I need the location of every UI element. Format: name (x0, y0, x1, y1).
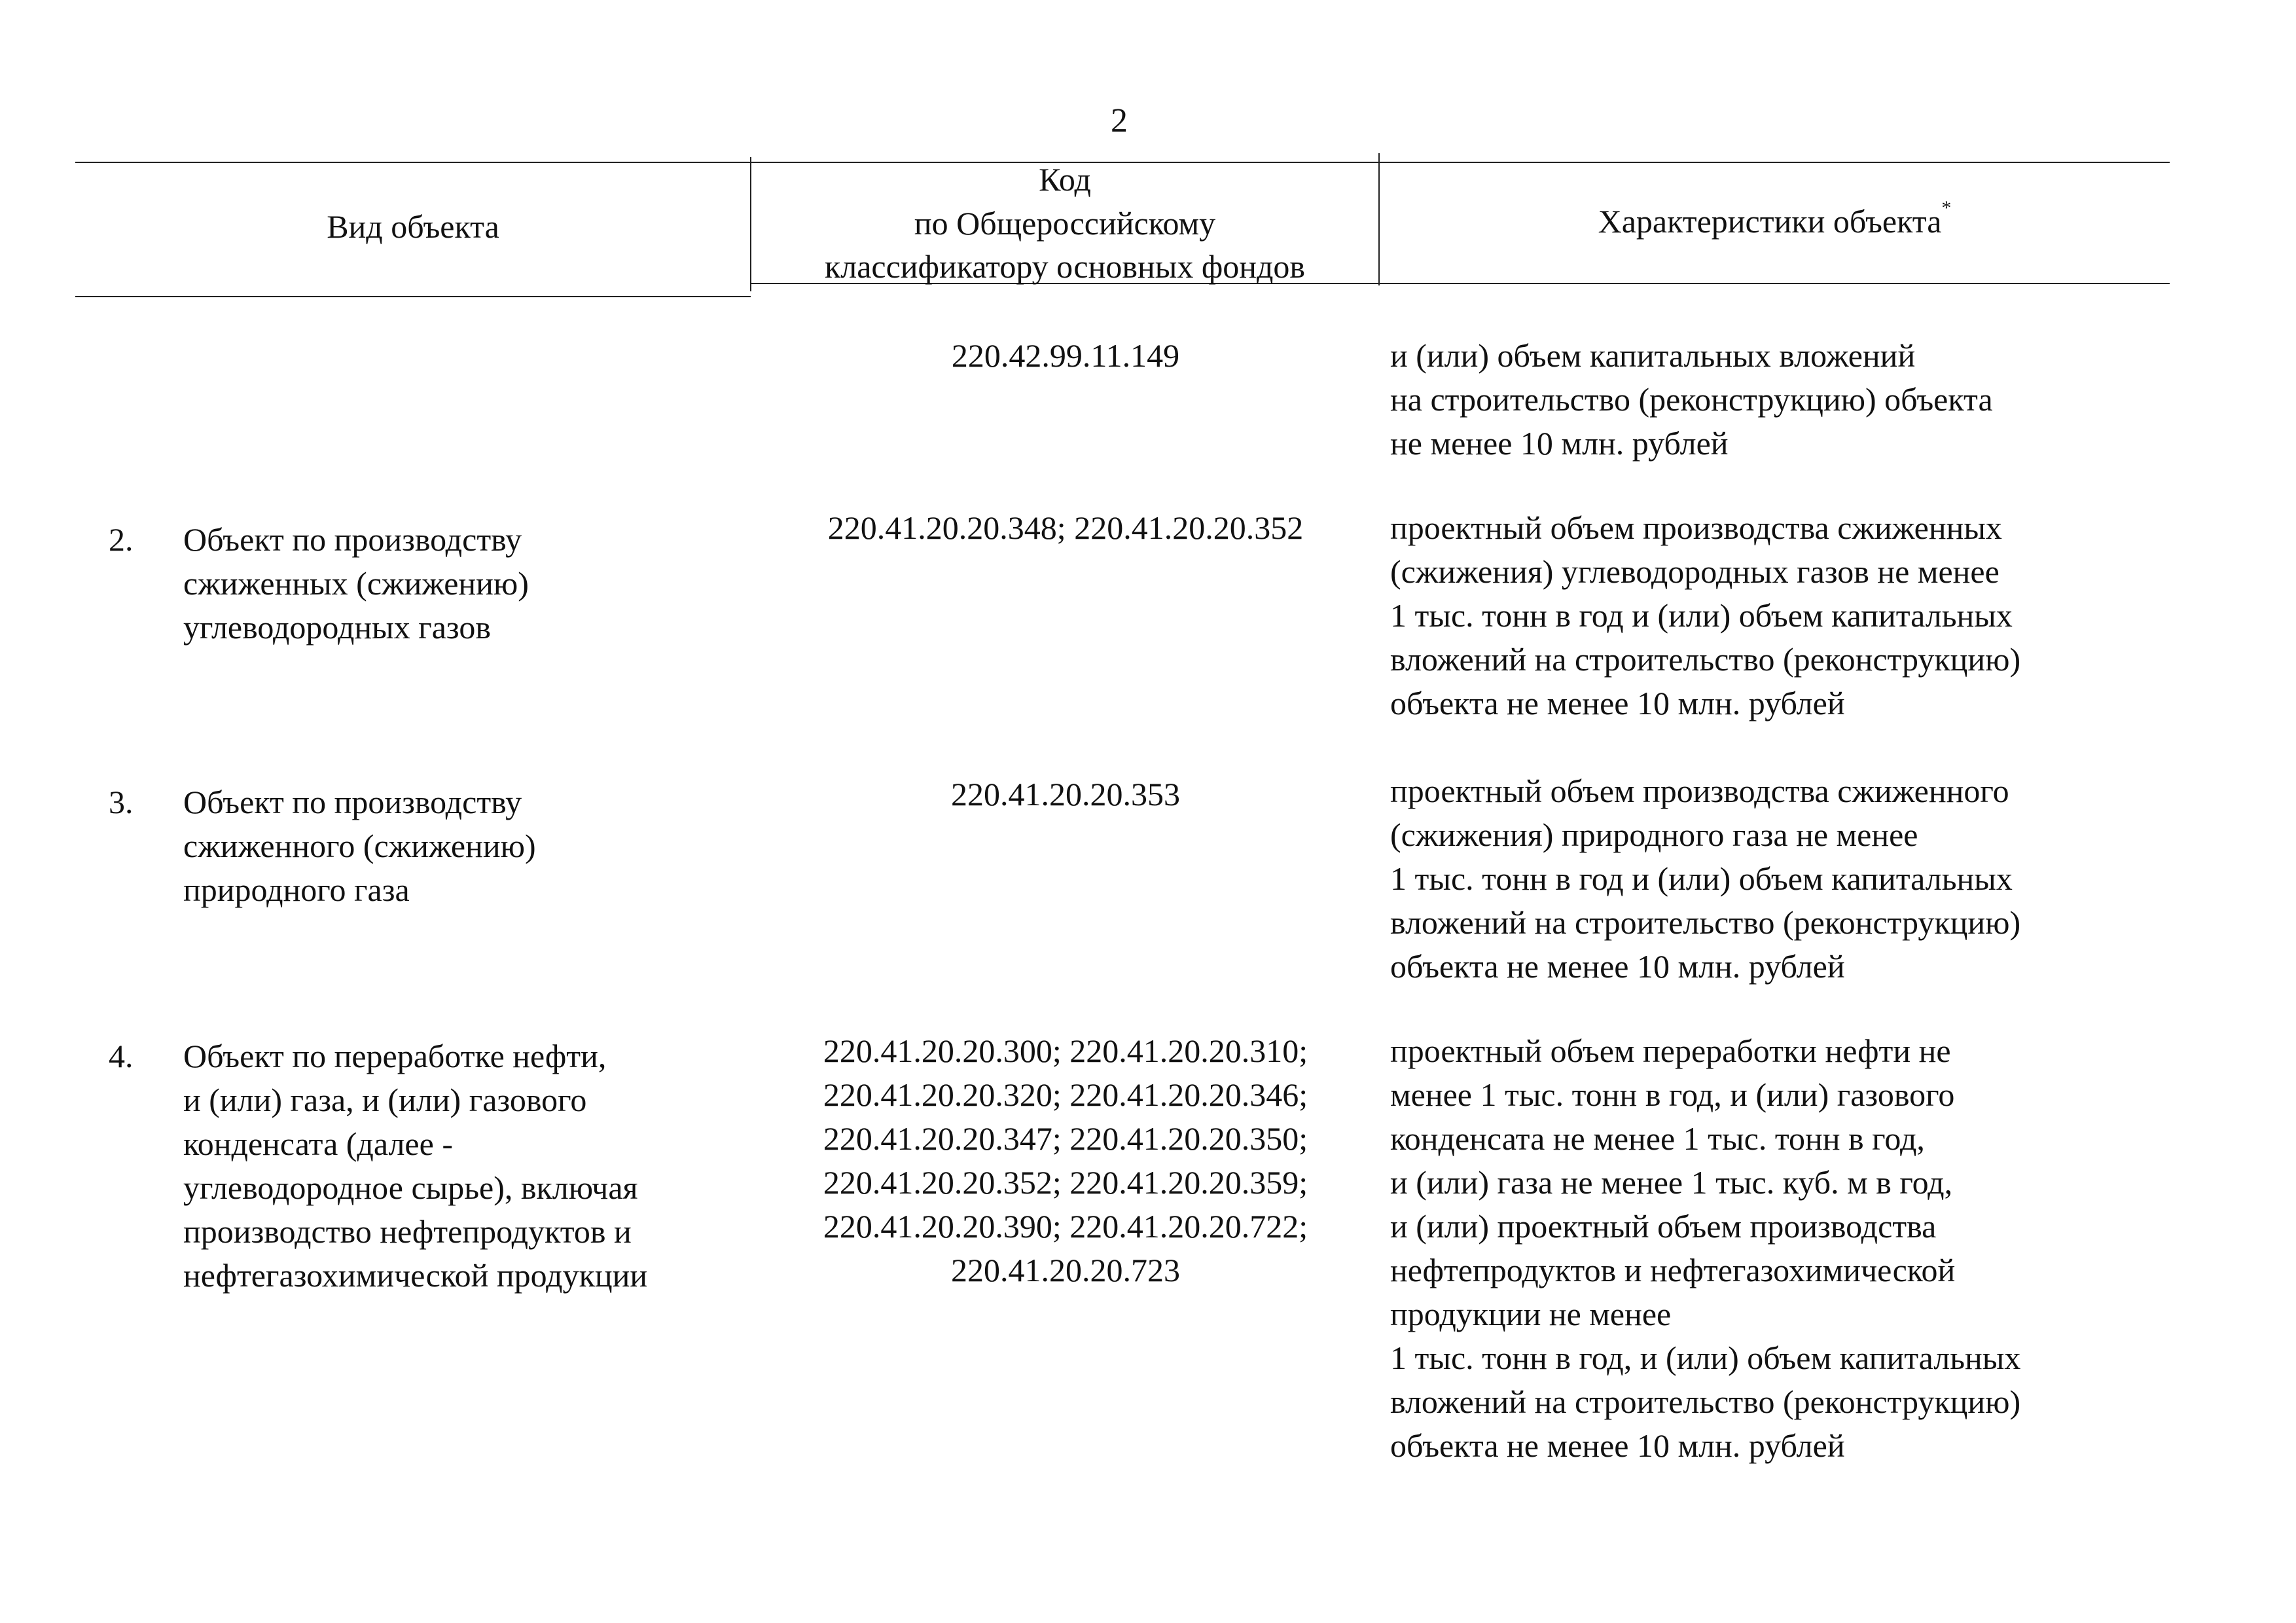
char-line: конденсата не менее 1 тыс. тонн в год, (1390, 1120, 1925, 1157)
row-number: 3. (109, 784, 134, 820)
char-line: объекта не менее 10 млн. рублей (1390, 1427, 1845, 1464)
char-line: вложений на строительство (реконструкцию) (1390, 1383, 2021, 1420)
row-characteristics (1390, 506, 2020, 725)
row-code (753, 1029, 1378, 1292)
name-line: Объект по переработке нефти, (183, 1038, 607, 1074)
header-characteristics (1380, 197, 2170, 240)
page-number: 2 (1111, 102, 1128, 139)
row-name (183, 780, 536, 912)
name-line: нефтегазохимической продукции (183, 1257, 648, 1294)
name-line: конденсата (далее - (183, 1125, 453, 1162)
name-line: природного газа (183, 871, 410, 908)
char-line: проектный объем переработки нефти не (1390, 1032, 1951, 1069)
header-code-line: Код (1039, 161, 1091, 198)
char-line: продукции не менее (1390, 1296, 1672, 1332)
char-line: объекта не менее 10 млн. рублей (1390, 685, 1845, 721)
char-line: (сжижения) природного газа не менее (1390, 816, 1918, 853)
name-line: и (или) газа, и (или) газового (183, 1082, 587, 1118)
char-line: менее 1 тыс. тонн в год, и (или) газового (1390, 1076, 1955, 1113)
code-line: 220.42.99.11.149 (951, 337, 1180, 374)
header-code-line: классификатору основных фондов (824, 248, 1306, 285)
row-name (183, 1034, 647, 1298)
char-line: 1 тыс. тонн в год и (или) объем капитальных (1390, 597, 2013, 634)
row-code (753, 773, 1378, 816)
char-line: (сжижения) углеводородных газов не менее (1390, 553, 2000, 590)
code-line: 220.41.20.20.320; 220.41.20.20.346; (823, 1076, 1308, 1113)
char-line: вложений на строительство (реконструкцию) (1390, 641, 2021, 678)
row-number: 2. (109, 521, 134, 558)
char-line: проектный объем производства сжиженного (1390, 773, 2009, 809)
char-line: нефтепродуктов и нефтегазохимической (1390, 1252, 1956, 1288)
char-line: объекта не менее 10 млн. рублей (1390, 948, 1845, 985)
name-line: Объект по производству (183, 521, 522, 558)
name-line: углеводородных газов (183, 609, 491, 646)
row-characteristics (1390, 334, 1993, 465)
row-characteristics (1390, 1029, 2020, 1468)
table-header-left-rule (75, 296, 751, 297)
name-line: сжиженных (сжижению) (183, 565, 529, 602)
name-line: сжиженного (сжижению) (183, 828, 536, 864)
row-code (753, 334, 1378, 378)
header-characteristics-text: Характеристики объекта (1598, 203, 1942, 240)
row-characteristics (1390, 769, 2020, 989)
char-line: не менее 10 млн. рублей (1390, 425, 1729, 462)
char-line: на строительство (реконструкцию) объекта (1390, 381, 1993, 418)
char-line: и (или) объем капитальных вложений (1390, 337, 1916, 374)
code-line: 220.41.20.20.723 (951, 1252, 1180, 1288)
char-line: 1 тыс. тонн в год и (или) объем капитальных (1390, 860, 2013, 897)
code-line: 220.41.20.20.300; 220.41.20.20.310; (823, 1032, 1308, 1069)
row-name (183, 518, 529, 649)
code-line: 220.41.20.20.390; 220.41.20.20.722; (823, 1208, 1308, 1245)
header-code-line: по Общероссийскому (914, 205, 1216, 242)
char-line: проектный объем производства сжиженных (1390, 509, 2002, 546)
name-line: углеводородное сырье), включая (183, 1169, 638, 1206)
header-type: Вид объекта (327, 208, 499, 245)
name-line: Объект по производству (183, 784, 522, 820)
code-line: 220.41.20.20.352; 220.41.20.20.359; (823, 1164, 1308, 1201)
row-number: 4. (109, 1038, 134, 1074)
footnote-marker: * (1941, 197, 1952, 219)
char-line: вложений на строительство (реконструкцию) (1390, 904, 2021, 941)
char-line: и (или) газа не менее 1 тыс. куб. м в год, (1390, 1164, 1953, 1201)
name-line: производство нефтепродуктов и (183, 1213, 632, 1250)
code-line: 220.41.20.20.348; 220.41.20.20.352 (827, 509, 1304, 546)
code-line: 220.41.20.20.347; 220.41.20.20.350; (823, 1120, 1308, 1157)
code-line: 220.41.20.20.353 (951, 776, 1180, 812)
row-code (753, 506, 1378, 550)
char-line: и (или) проектный объем производства (1390, 1208, 1937, 1245)
char-line: 1 тыс. тонн в год, и (или) объем капитальных (1390, 1340, 2021, 1376)
